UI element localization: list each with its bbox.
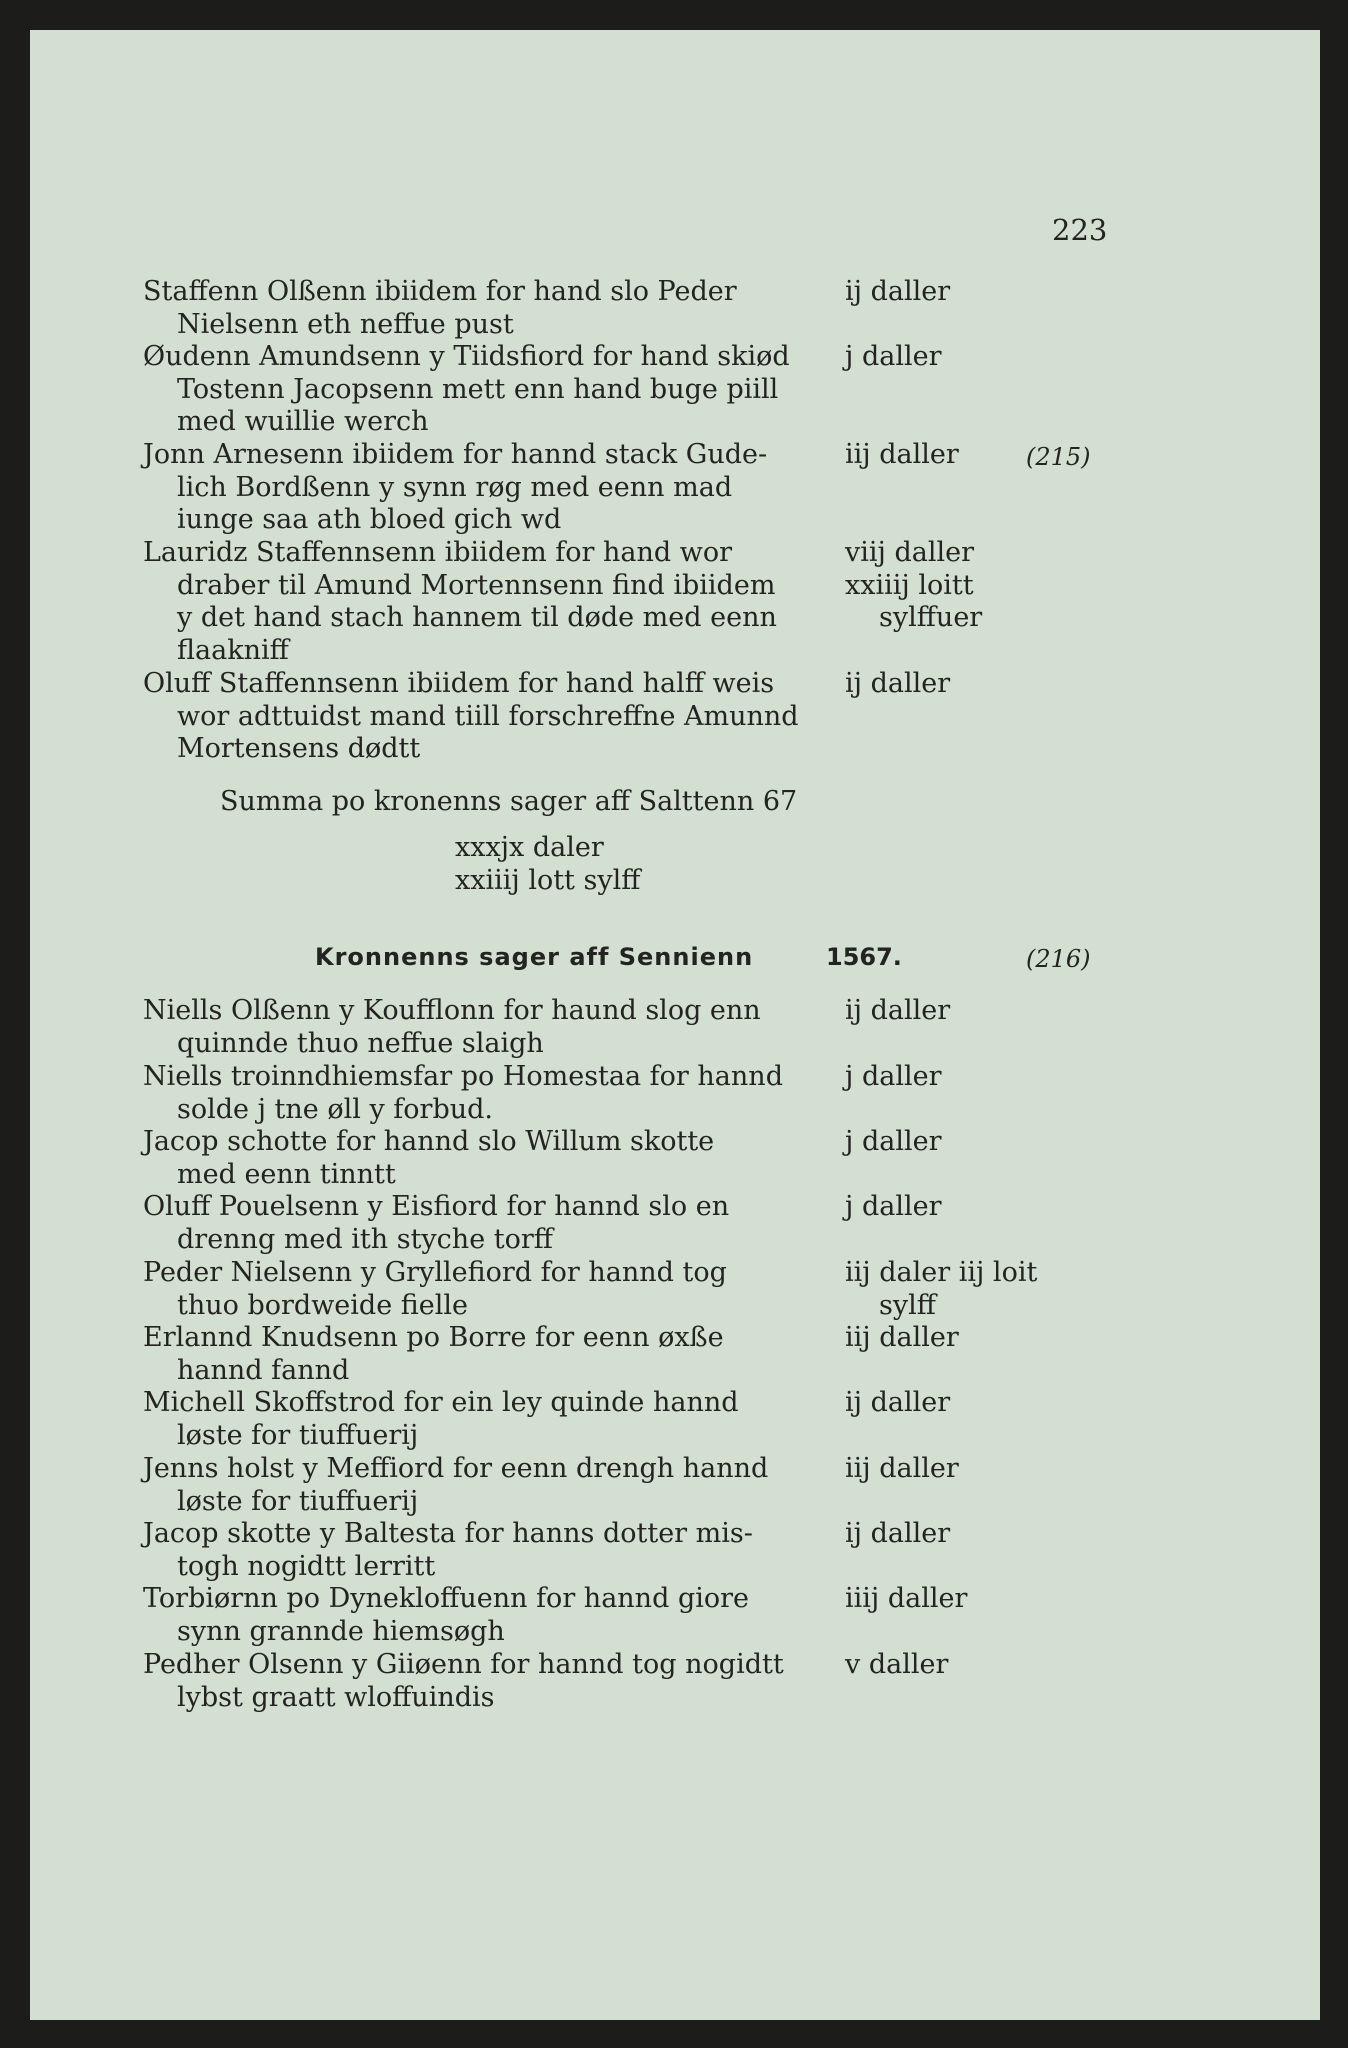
entry-line: drenng med ith styche torff xyxy=(177,1223,553,1255)
amount-line: ij daller xyxy=(845,276,951,307)
entry-line: Øudenn Amundsenn y Tiidsfiord for hand skiød xyxy=(143,341,790,372)
entry-amount xyxy=(845,1518,1125,1551)
entry-text xyxy=(143,1453,843,1518)
amount-line: viij daller xyxy=(845,537,975,568)
entry-text xyxy=(143,1518,843,1583)
section-heading: Kronnenns sager aff Sennienn xyxy=(315,943,754,971)
entry-text xyxy=(143,341,843,439)
entry-line: Erlannd Knudsenn po Borre for eenn øxße xyxy=(143,1322,724,1353)
entry-line: Pedher Olsenn y Giiøenn for hannd tog nogidtt xyxy=(143,1649,784,1680)
entry-line: flaakniff xyxy=(177,634,289,666)
entry-line: med wuillie werch xyxy=(177,406,429,437)
summa-total-line: xxxjx daler xyxy=(455,832,604,863)
entry-line: y det hand stach hannem til døde med eenn xyxy=(177,602,777,633)
summa-total-line: xxiiij lott sylff xyxy=(455,864,641,896)
entry-amount xyxy=(845,276,1125,309)
entry-text xyxy=(143,276,843,341)
entry-text xyxy=(143,439,843,537)
reference-number: (215) xyxy=(1026,443,1091,471)
amount-line: iij daller xyxy=(845,1453,959,1484)
section-heading-year: 1567. xyxy=(826,943,902,971)
entry-line: iunge saa ath bloed gich wd xyxy=(177,504,562,535)
amount-line: j daller xyxy=(845,1126,942,1157)
amount-line: iiij daller xyxy=(845,1583,968,1614)
entry-text xyxy=(143,668,843,766)
entry-text xyxy=(143,537,843,667)
entry-line: Peder Nielsenn y Gryllefiord for hannd tog xyxy=(143,1257,727,1288)
amount-line: iij daler iij loit xyxy=(845,1257,1038,1288)
entry-line: draber til Amund Mortennsenn find ibiidem xyxy=(177,569,776,601)
entry-line: lybst graatt wloffuindis xyxy=(177,1681,495,1713)
entry-text xyxy=(143,1257,843,1322)
entry-line: hannd fannd xyxy=(177,1354,350,1386)
entry-amount xyxy=(845,668,1125,701)
entry-text xyxy=(143,995,843,1060)
entry-amount xyxy=(845,1061,1125,1094)
entry-amount xyxy=(845,537,1125,635)
entry-line: løste for tiuffuerij xyxy=(177,1419,419,1451)
amount-line: j daller xyxy=(845,1191,942,1222)
entry-line: Oluff Staffennsenn ibiidem for hand halff weis xyxy=(143,668,775,699)
amount-line: sylffuer xyxy=(879,602,983,633)
entry-amount xyxy=(845,1387,1125,1420)
amount-line: j daller xyxy=(845,1061,942,1092)
entry-amount xyxy=(845,1583,1125,1616)
entry-amount xyxy=(845,1322,1125,1355)
amount-line: xxiiij loitt xyxy=(845,569,974,601)
summa-totals xyxy=(455,832,640,897)
entry-line: Jacop schotte for hannd slo Willum skotte xyxy=(143,1126,715,1157)
entry-line: Michell Skoffstrod for ein ley quinde hannd xyxy=(143,1387,739,1418)
entry-line: Jenns holst y Meffiord for eenn drengh hannd xyxy=(143,1453,769,1484)
entry-line: thuo bordweide fielle xyxy=(177,1289,469,1321)
entry-line: Staffenn Olßenn ibiidem for hand slo Peder xyxy=(143,276,737,307)
entry-line: Oluff Pouelsenn y Eisfiord for hannd slo en xyxy=(143,1191,730,1222)
entry-line: lich Bordßenn y synn røg med eenn mad xyxy=(177,471,733,503)
entry-line: Lauridz Staffennsenn ibiidem for hand wor xyxy=(143,537,733,568)
amount-line: ij daller xyxy=(845,1518,951,1549)
amount-line: ij daller xyxy=(845,668,951,699)
entry-line: Jonn Arnesenn ibiidem for hannd stack Gude- xyxy=(143,439,768,470)
amount-line: iij daller xyxy=(845,1322,959,1353)
entry-line: Niells troinndhiemsfar po Homestaa for hannd xyxy=(143,1061,783,1092)
entry-line: løste for tiuffuerij xyxy=(177,1485,419,1517)
entry-line: med eenn tinntt xyxy=(177,1158,396,1190)
entry-amount xyxy=(845,1257,1125,1322)
summa-line: Summa po kronenns sager aff Salttenn 67 xyxy=(220,786,798,817)
reference-number: (216) xyxy=(1026,945,1091,973)
entry-amount xyxy=(845,1453,1125,1486)
document-page xyxy=(30,30,1320,2020)
entry-line: Mortensens dødtt xyxy=(177,733,421,764)
entry-amount xyxy=(845,995,1125,1028)
entry-amount xyxy=(845,1126,1125,1159)
page-number: 223 xyxy=(1052,213,1108,247)
entry-line: Niells Olßenn y Koufflonn for haund slog enn xyxy=(143,995,761,1026)
entry-amount xyxy=(845,1649,1125,1682)
entry-line: Tostenn Jacopsenn mett enn hand buge piill xyxy=(177,373,779,405)
entry-line: wor adttuidst mand tiill forschreffne Amunnd xyxy=(177,700,799,732)
entry-line: synn grannde hiemsøgh xyxy=(177,1615,505,1647)
entry-text xyxy=(143,1126,843,1191)
entry-amount xyxy=(845,341,1125,374)
entry-line: quinnde thuo neffue slaigh xyxy=(177,1027,544,1059)
amount-line: sylff xyxy=(879,1289,936,1321)
entry-line: solde j tne øll y forbud. xyxy=(177,1093,493,1125)
entry-text xyxy=(143,1649,843,1714)
entry-line: Nielsenn eth neffue pust xyxy=(177,308,514,340)
entry-text xyxy=(143,1061,843,1126)
entry-line: Torbiørnn po Dynekloffuenn for hannd giore xyxy=(143,1583,749,1614)
amount-line: v daller xyxy=(845,1649,949,1680)
amount-line: ij daller xyxy=(845,995,951,1026)
entry-line: Jacop skotte y Baltesta for hanns dotter mis- xyxy=(143,1518,753,1549)
entry-amount xyxy=(845,1191,1125,1224)
amount-line: j daller xyxy=(845,341,942,372)
amount-line: ij daller xyxy=(845,1387,951,1418)
entry-text xyxy=(143,1191,843,1256)
entry-line: togh nogidtt lerritt xyxy=(177,1550,436,1582)
entry-text xyxy=(143,1387,843,1452)
entry-text xyxy=(143,1583,843,1648)
amount-line: iij daller xyxy=(845,439,959,470)
entry-text xyxy=(143,1322,843,1387)
